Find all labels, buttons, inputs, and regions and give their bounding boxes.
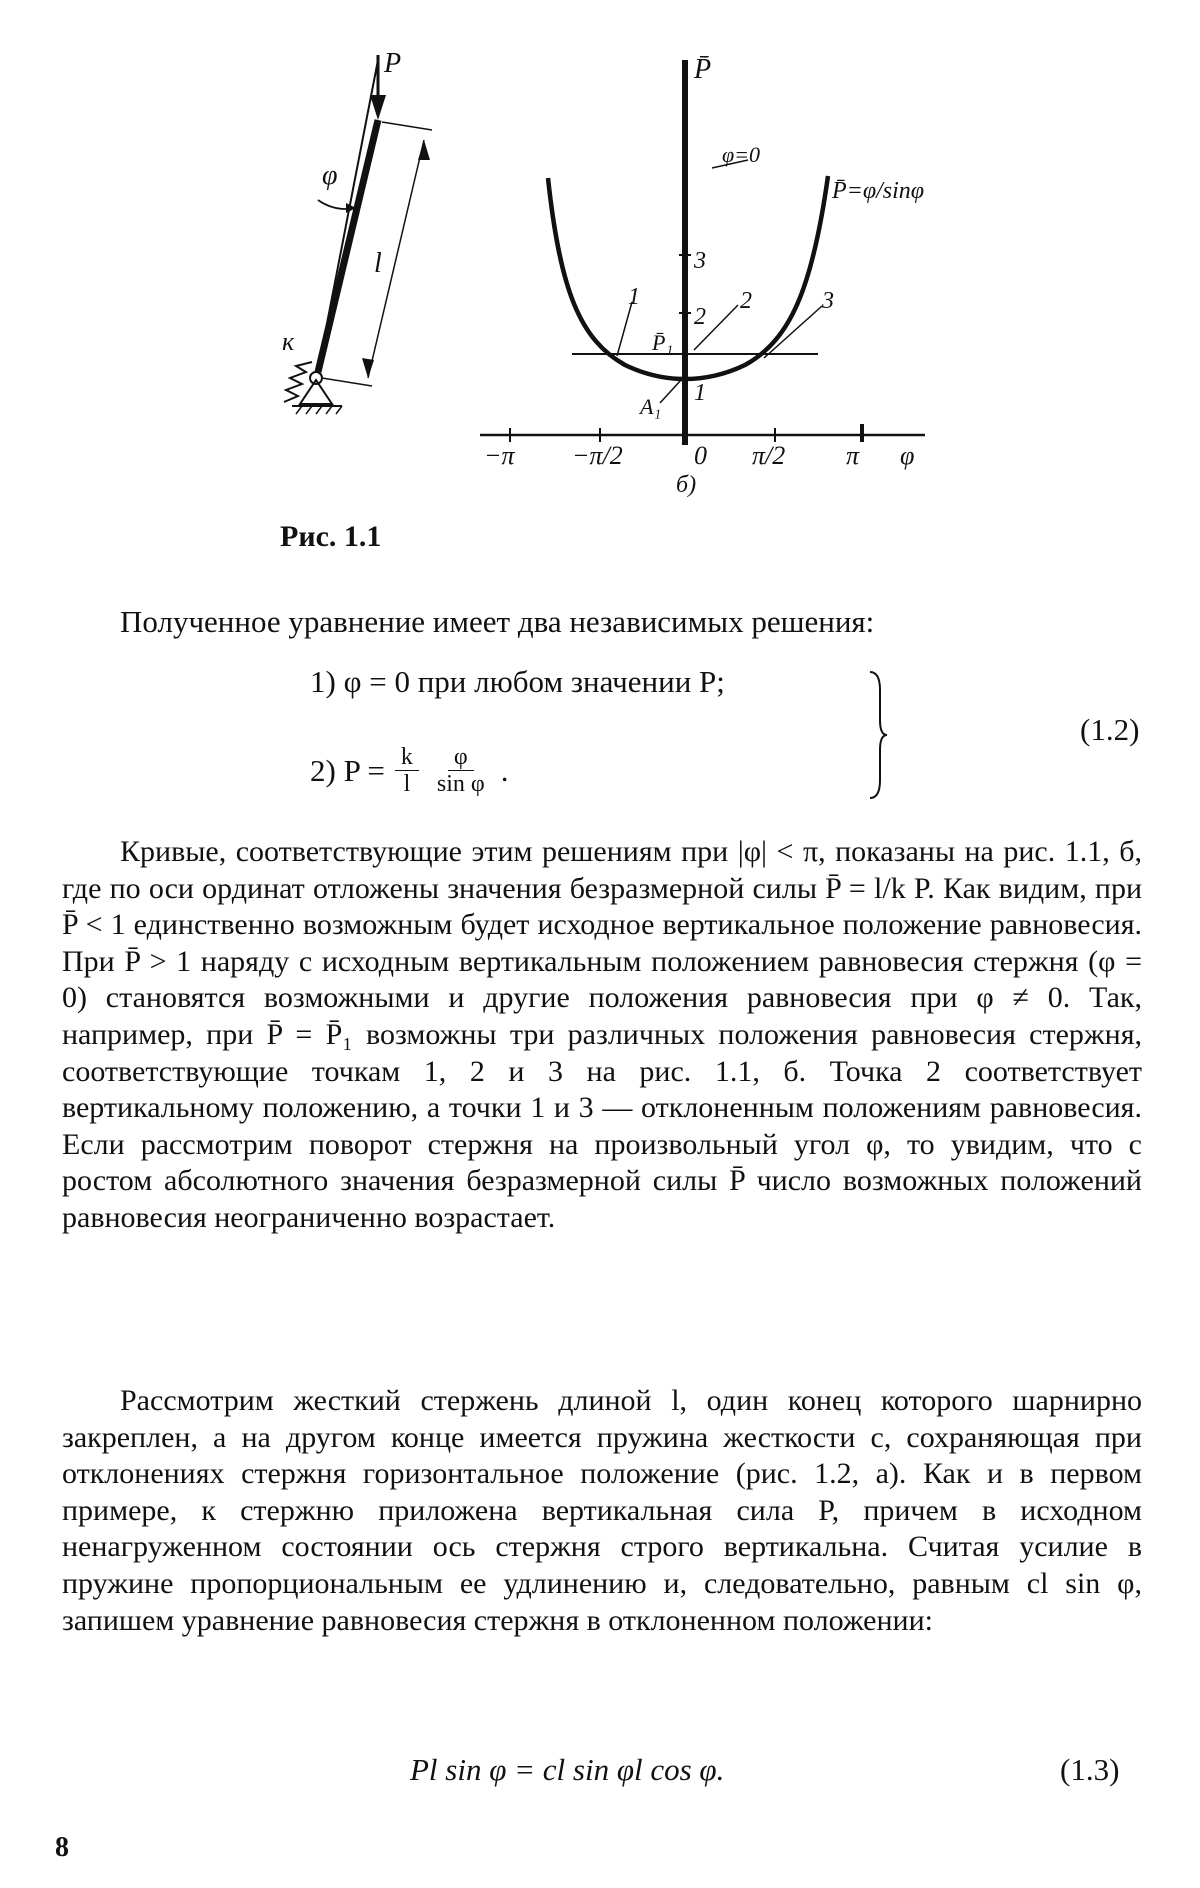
x-tick-label-pi-half: π/2 [752, 441, 786, 470]
page-number: 8 [55, 1832, 69, 1863]
fraction-numerator-k: k [395, 744, 419, 771]
curve-label: P̄=φ/sinφ [832, 178, 925, 204]
right-brace [868, 670, 888, 800]
force-arrowhead [370, 95, 386, 120]
figure-caption: Рис. 1.1 [280, 520, 382, 553]
fraction-denominator-sin: sin φ [436, 771, 485, 797]
y-axis-label: P̄ [694, 54, 712, 85]
x-axis-label: φ [900, 441, 915, 470]
fraction-numerator-phi: φ [448, 744, 474, 771]
rod [318, 120, 378, 372]
point-3-label: 3 [822, 288, 834, 314]
a1-label: A₁ [640, 394, 662, 419]
dimension-tick-bottom [322, 378, 372, 386]
rod-sketch [284, 55, 432, 414]
leader-point-1 [617, 302, 632, 356]
solution-2 [310, 744, 509, 797]
angle-label: φ [322, 160, 338, 191]
solution-1: 1) φ = 0 при любом значении P; [310, 664, 725, 699]
figure-1-1 [0, 0, 1200, 520]
hinge [310, 372, 322, 384]
paragraph-1: Кривые, соответствующие этим решениям при |φ| < π, показаны на рис. 1.1, б, где по оси ординат отложены значения безразмерной силы P̄ = l/k P. Как видим, при P̄ < 1 единственно возможным будет исходное вертикальное положение равновесия. При P̄ > 1 наряду с исходным вертикальным положением равновесия стержня (φ = 0) становятся возможными и другие положения равновесия при φ ≠ 0. Так, например, при P̄ = P̄₁ возможны три различных положения равновесия стержня, соответствующие точкам 1, 2 и 3 на рис. 1.1, б. Точка 2 соответствует вертикальному положению, а точки 1 и 3 — отклоненным положениям равновесия. Если рассмотрим поворот стержня на произвольный угол φ, то увидим, что с ростом абсолютного значения безразмерной силы P̄ число возможных положений равновесия неограниченно возрастает. [62, 835, 1142, 1234]
solution-2-end: . [500, 752, 509, 788]
spring-label: к [282, 327, 295, 356]
dimension-arrow-bottom [362, 358, 374, 378]
solution-2-prefix: 2) P = [310, 752, 385, 788]
equation-number-1-2: (1.2) [1080, 712, 1140, 747]
equation-number-1-3: (1.3) [1060, 1752, 1120, 1787]
equation-1-3: Pl sin φ = cl sin φl cos φ. [410, 1752, 725, 1787]
point-1-label: 1 [628, 284, 640, 310]
x-tick-label-pi: π [846, 441, 860, 470]
dimension-tick-top [382, 122, 432, 130]
spring [284, 362, 312, 402]
x-tick-label-minus-pi: −π [484, 441, 515, 470]
x-tick-label-zero: 0 [694, 441, 707, 470]
fraction-phi-over-sin [431, 744, 491, 797]
p1-label: P̄₁ [652, 330, 674, 355]
x-tick-label-minus-pi-half: −π/2 [572, 441, 623, 470]
leader-a1 [660, 380, 681, 403]
point-2-label: 2 [740, 288, 752, 314]
paragraph-2: Рассмотрим жесткий стержень длиной l, один конец которого шарнирно закреплен, а на другом конце имеется пружина жесткости c, сохраняющая при отклонениях стержня горизонтальное положение (рис. 1.2, а). Как и в первом примере, к стержню приложена вертикальная сила P, причем в исходном ненагруженном состоянии ось стержня строго вертикальна. Считая усилие в пружине пропорциональным ее удлинению и, следовательно, равным cl sin φ, запишем уравнение равновесия стержня в отклоненном положении: [62, 1384, 1142, 1637]
y-tick-label-3: 3 [694, 248, 706, 274]
length-label: l [374, 248, 382, 279]
fraction-denominator-l: l [403, 771, 411, 797]
fraction-k-over-l [395, 744, 419, 797]
y-tick-label-2: 2 [694, 304, 706, 330]
dimension-arrow-top [418, 140, 430, 160]
phi-zero-label: φ=0 [722, 142, 761, 167]
subfigure-label: б) [676, 472, 697, 498]
force-label: P [384, 48, 402, 79]
y-tick-label-1: 1 [694, 380, 706, 406]
intro-text: Полученное уравнение имеет два независимых решения: [120, 604, 875, 639]
